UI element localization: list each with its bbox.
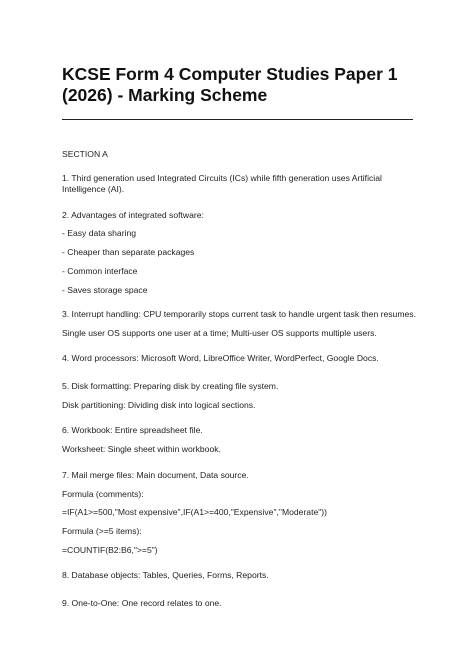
answer-4: 4. Word processors: Microsoft Word, LibreOffice Writer, WordPerfect, Google Docs. xyxy=(62,353,379,363)
answer-3-line-1: 3. Interrupt handling: CPU temporarily stops current task to handle urgent task then resumes. xyxy=(62,309,416,319)
answer-9: 9. One-to-One: One record relates to one. xyxy=(62,598,222,608)
answer-2-item: - Cheaper than separate packages xyxy=(62,247,195,257)
answer-2-item: - Easy data sharing xyxy=(62,228,137,238)
answer-2-heading: 2. Advantages of integrated software: xyxy=(62,210,204,220)
answer-7-line-1: 7. Mail merge files: Main document, Data source. xyxy=(62,470,249,480)
answer-7-line-2: Formula (comments): xyxy=(62,489,144,499)
answer-7-formula-1: =IF(A1>=500,"Most expensive",IF(A1>=400,"Expensive","Moderate")) xyxy=(62,507,328,517)
answer-6-line-2: Worksheet: Single sheet within workbook. xyxy=(62,444,221,454)
answer-6-line-1: 6. Workbook: Entire spreadsheet file. xyxy=(62,425,203,435)
answer-8: 8. Database objects: Tables, Queries, Forms, Reports. xyxy=(62,570,269,580)
answer-7-formula-2: =COUNTIF(B2:B6,">=5") xyxy=(62,545,158,555)
answer-3-line-2: Single user OS supports one user at a time; Multi-user OS supports multiple users. xyxy=(62,328,377,338)
document-title: KCSE Form 4 Computer Studies Paper 1 (2026) - Marking Scheme xyxy=(62,64,398,105)
answer-7-line-4: Formula (>=5 items): xyxy=(62,526,142,536)
answer-2-item: - Saves storage space xyxy=(62,285,148,295)
section-heading: SECTION A xyxy=(62,149,108,159)
title-divider xyxy=(62,119,413,120)
answer-2-item: - Common interface xyxy=(62,266,138,276)
answer-5-line-1: 5. Disk formatting: Preparing disk by creating file system. xyxy=(62,381,279,391)
answer-5-line-2: Disk partitioning: Dividing disk into logical sections. xyxy=(62,400,256,410)
answer-1: 1. Third generation used Integrated Circuits (ICs) while fifth generation uses Artificial Intelligence (AI). xyxy=(62,173,382,194)
